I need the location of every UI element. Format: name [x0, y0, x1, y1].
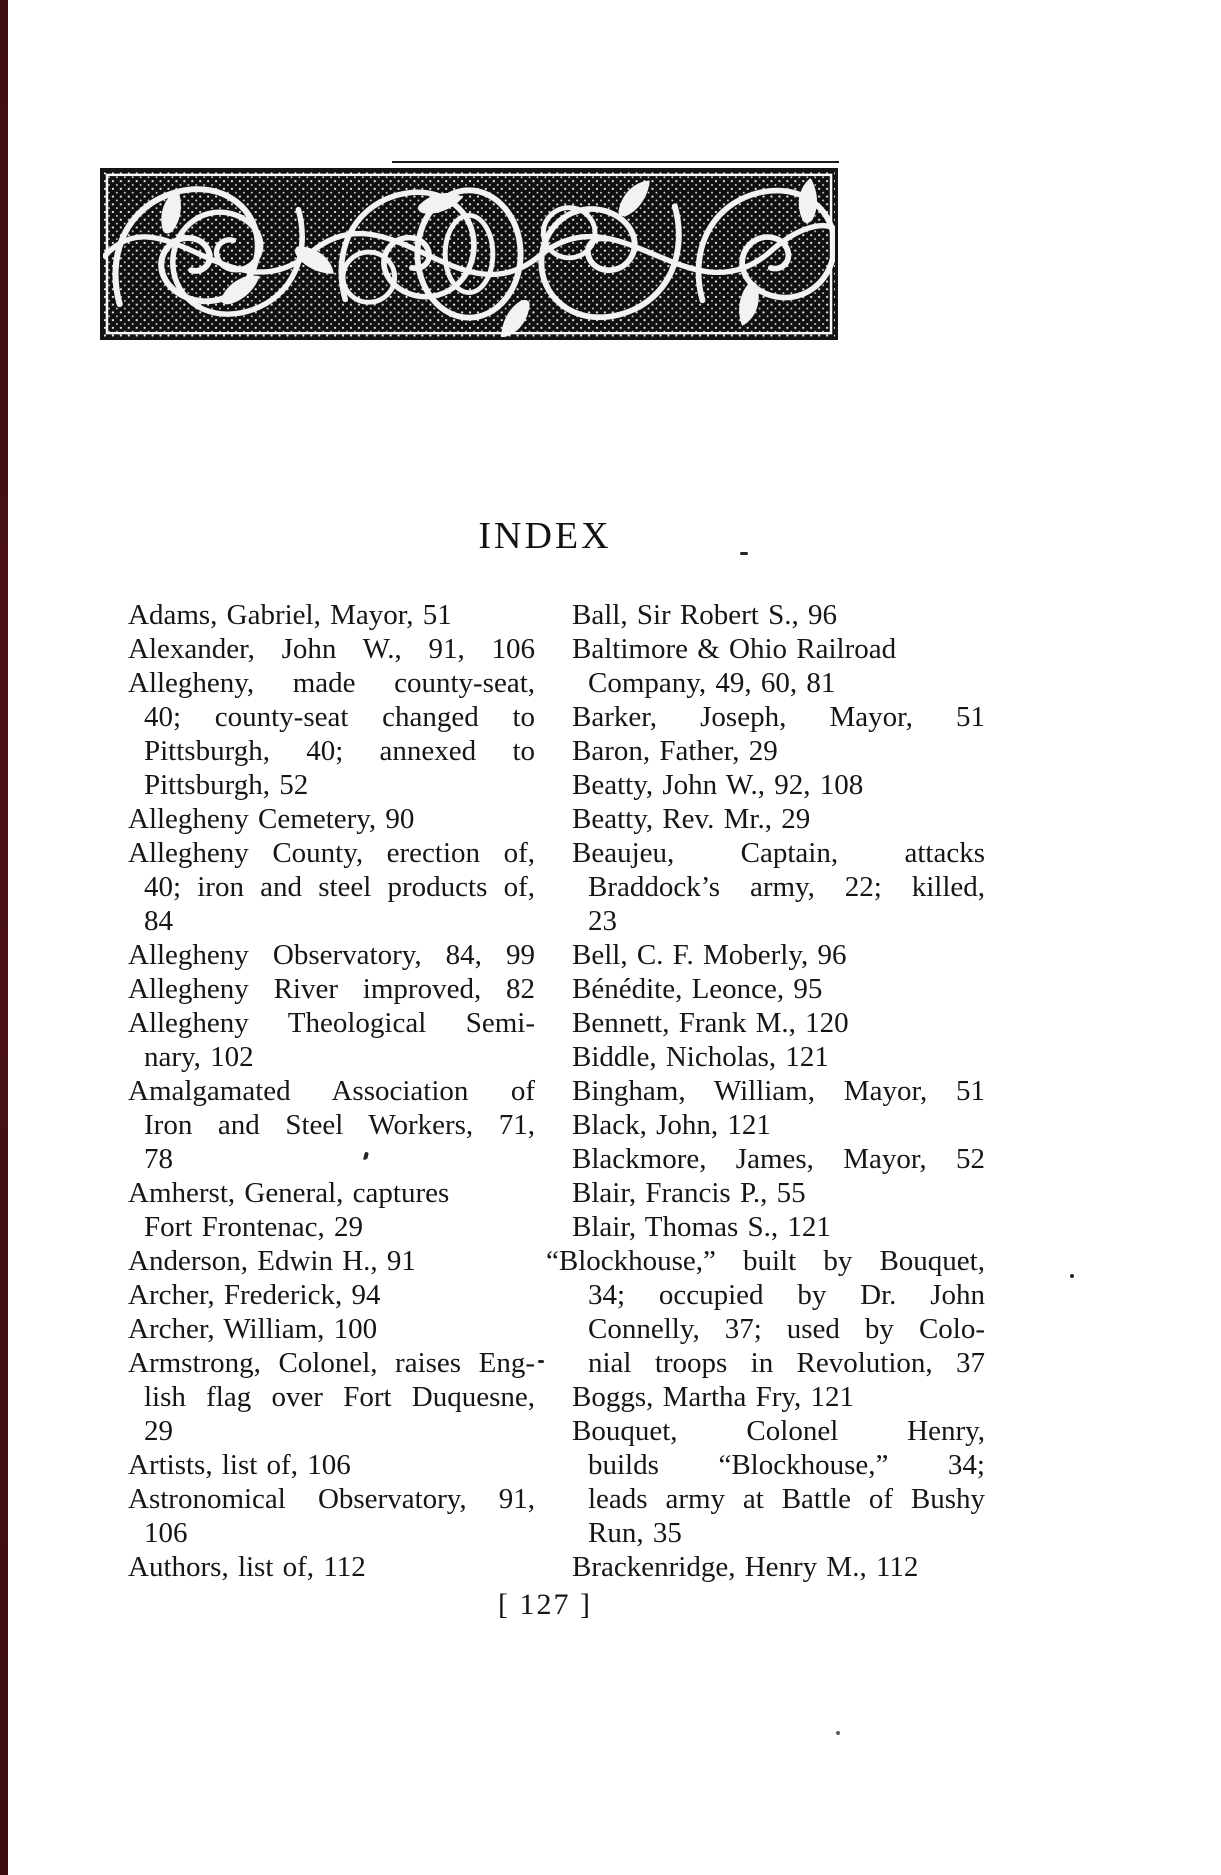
index-entry-line: Artists, list of, 106 — [128, 1449, 351, 1481]
index-entry-line: Company, 49, 60, 81 — [588, 667, 836, 699]
scan-speck — [538, 1360, 544, 1363]
index-entry-line: Bénédite, Leonce, 95 — [572, 973, 823, 1005]
index-entry-line: nial troops in Revolution, 37 — [588, 1347, 985, 1379]
index-entry-line: Blair, Francis P., 55 — [572, 1177, 806, 1209]
index-entry-line: Iron and Steel Workers, 71, — [144, 1109, 535, 1141]
index-entry-line: Adams, Gabriel, Mayor, 51 — [128, 599, 452, 631]
index-entry-line: Armstrong, Colonel, raises Eng- — [128, 1347, 535, 1379]
index-entry-line: Baron, Father, 29 — [572, 735, 778, 767]
index-entry-line: Beaujeu, Captain, attacks — [572, 837, 985, 869]
scan-speck — [740, 552, 748, 555]
index-entry-line: Archer, Frederick, 94 — [128, 1279, 381, 1311]
index-entry-line: Bingham, William, Mayor, 51 — [572, 1075, 985, 1107]
index-column-right — [546, 598, 985, 1584]
index-entry-line: Biddle, Nicholas, 121 — [572, 1041, 829, 1073]
page-number: [ 127 ] — [498, 1588, 592, 1621]
index-entry-line: Fort Frontenac, 29 — [144, 1211, 364, 1243]
index-entry-line: Pittsburgh, 52 — [144, 769, 309, 801]
index-entry-line: Authors, list of, 112 — [128, 1551, 366, 1583]
binding-edge-strip — [0, 0, 8, 1875]
index-entry-line: Connelly, 37; used by Colo- — [588, 1313, 985, 1345]
index-entry-line: 23 — [588, 905, 617, 937]
scan-speck — [1070, 1274, 1074, 1278]
index-entry-line: Black, John, 121 — [572, 1109, 771, 1141]
index-entry-line: Archer, William, 100 — [128, 1313, 378, 1345]
index-entry-line: Ball, Sir Robert S., 96 — [572, 599, 837, 631]
index-entry-line: Braddock’s army, 22; killed, — [588, 871, 985, 903]
index-column-left — [128, 598, 535, 1584]
index-entry-line: Anderson, Edwin H., 91 — [128, 1245, 416, 1277]
index-entry-line: Beatty, Rev. Mr., 29 — [572, 803, 811, 835]
index-entry-line: Bouquet, Colonel Henry, — [572, 1415, 985, 1447]
page-content — [100, 0, 990, 1875]
index-entry-line: builds “Blockhouse,” 34; — [588, 1449, 985, 1481]
index-entry-line: Barker, Joseph, Mayor, 51 — [572, 701, 985, 733]
index-entry-line: Blair, Thomas S., 121 — [572, 1211, 831, 1243]
index-entry-line: 34; occupied by Dr. John — [588, 1279, 985, 1311]
index-entry-line: 106 — [144, 1517, 188, 1549]
index-entry-line: Allegheny Observatory, 84, 99 — [128, 939, 535, 971]
index-entry-line: 78 — [144, 1143, 173, 1175]
index-entry-line: Baltimore & Ohio Railroad — [572, 633, 897, 665]
index-entry-line: Brackenridge, Henry M., 112 — [572, 1551, 919, 1583]
scan-speck — [836, 1731, 840, 1735]
index-entry-line: Boggs, Martha Fry, 121 — [572, 1381, 855, 1413]
index-entry-line: leads army at Battle of Bushy — [588, 1483, 985, 1515]
index-entry-line: Amalgamated Association of — [128, 1075, 535, 1107]
index-entry-line: 40; iron and steel products of, — [144, 871, 535, 903]
index-entry-line: Allegheny River improved, 82 — [128, 973, 535, 1005]
index-entry-line: nary, 102 — [144, 1041, 254, 1073]
page-title: INDEX — [478, 515, 612, 557]
index-entry-line: Pittsburgh, 40; annexed to — [144, 735, 535, 767]
index-entry-line: Alexander, John W., 91, 106 — [128, 633, 535, 665]
index-entry-line: lish flag over Fort Duquesne, — [144, 1381, 535, 1413]
index-entry-line: Astronomical Observatory, 91, — [128, 1483, 535, 1515]
index-entry-line: 40; county-seat changed to — [144, 701, 535, 733]
index-entry-line: Allegheny, made county-seat, — [128, 667, 535, 699]
index-entry-line: Allegheny Theological Semi- — [128, 1007, 535, 1039]
index-entry-line: “Blockhouse,” built by Bouquet, — [546, 1245, 985, 1277]
index-entry-line: Bell, C. F. Moberly, 96 — [572, 939, 847, 971]
index-entry-line: Allegheny Cemetery, 90 — [128, 803, 415, 835]
index-entry-line: Run, 35 — [588, 1517, 682, 1549]
index-entry-line: Allegheny County, erection of, — [128, 837, 535, 869]
index-entry-line: Bennett, Frank M., 120 — [572, 1007, 849, 1039]
index-entry-line: Amherst, General, captures — [128, 1177, 450, 1209]
index-entry-line: 29 — [144, 1415, 173, 1447]
index-entry-line: Beatty, John W., 92, 108 — [572, 769, 864, 801]
index-entry-line: 84 — [144, 905, 173, 937]
index-entry-line: Blackmore, James, Mayor, 52 — [572, 1143, 985, 1175]
